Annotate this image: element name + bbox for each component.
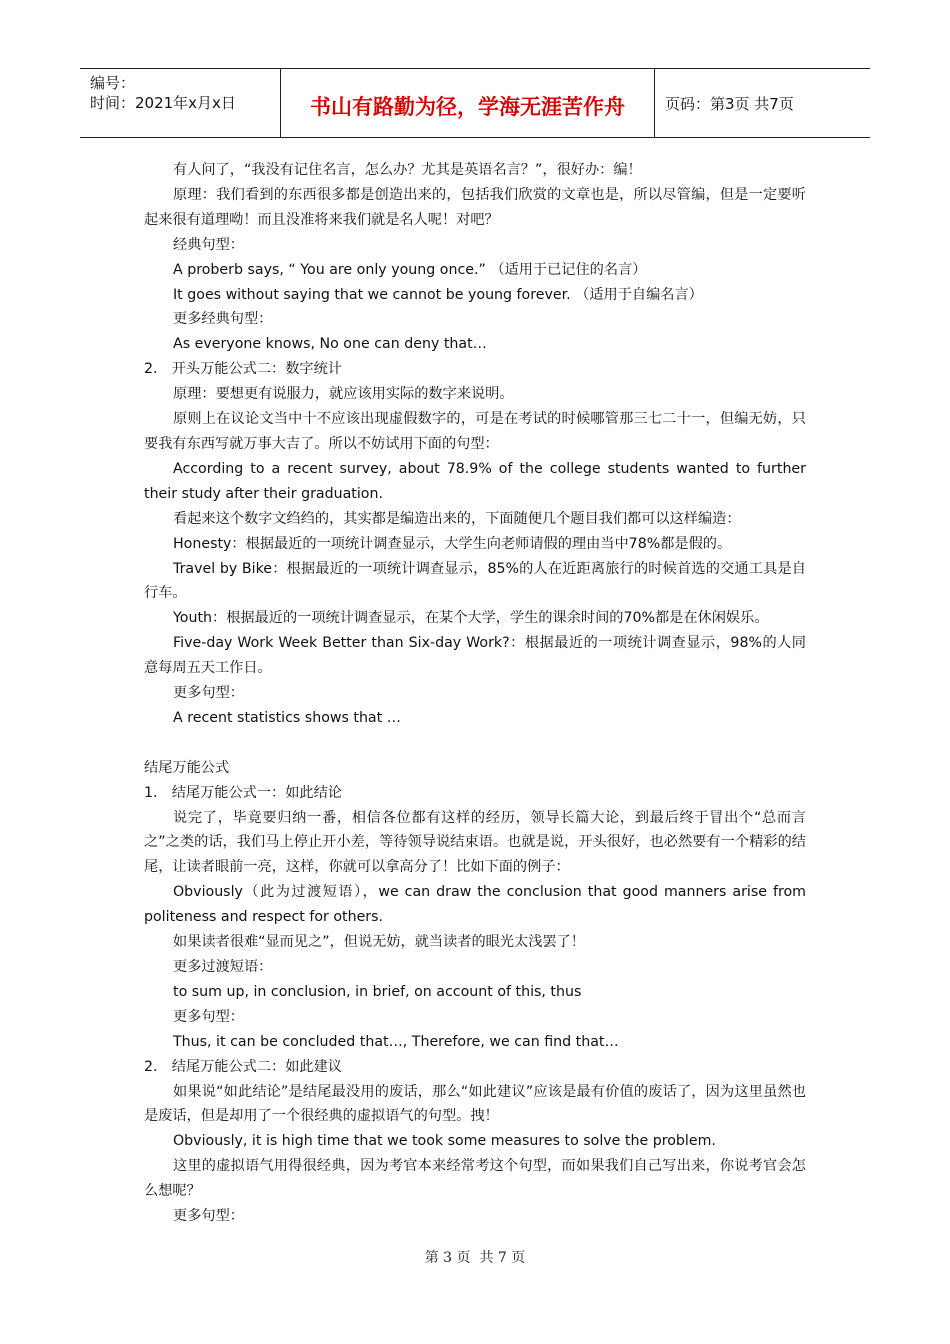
paragraph: Thus, it can be concluded that…, Therefore, we can find that… <box>173 1033 619 1050</box>
paragraph: Obviously（此为过渡短语），we can draw the conclusion that good manners arise from politeness and respect for others. <box>144 884 806 926</box>
paragraph: 说完了，毕竟要归纳一番，相信各位都有这样的经历，领导长篇大论，到最后终于冒出个“总而言之”之类的话，我们马上停止开小差，等待领导说结束语。也就是说，开头很好，也必然要有一个精彩的结尾，让读者眼前一亮，这样，你就可以拿高分了！比如下面的例子： <box>144 809 806 876</box>
paragraph: 原则上在议论文当中十不应该出现虚假数字的，可是在考试的时候哪管那三七二十一，但编无妨，只要我有东西写就万事大吉了。所以不妨试用下面的句型： <box>144 411 806 452</box>
paragraph: Youth：根据最近的一项统计调查显示，在某个大学，学生的课余时间的70%都是在休闲娱乐。 <box>173 610 769 627</box>
header-page-cell <box>655 69 870 137</box>
paragraph: 更多句型： <box>173 685 244 702</box>
document-body <box>144 158 806 1229</box>
section-heading: 2． 开头万能公式二：数字统计 <box>144 361 342 378</box>
paragraph: 原理：我们看到的东西很多都是创造出来的，包括我们欣赏的文章也是，所以尽管编，但是一定要听起来很有道理呦！而且没准将来我们就是名人呢！对吧？ <box>144 186 806 228</box>
section-heading: 1． 结尾万能公式一：如此结论 <box>144 784 342 801</box>
paragraph: 经典句型： <box>173 236 244 253</box>
paragraph: Honesty：根据最近的一项统计调查显示，大学生向老师请假的理由当中78%都是假的。 <box>173 535 732 552</box>
paragraph: A proberb says, “ You are only young once.” （适用于已记住的名言） <box>173 261 647 278</box>
page-footer: 第 3 页 共 7 页 <box>424 1250 526 1266</box>
blank-line <box>144 731 806 756</box>
page-header <box>80 68 870 138</box>
document-date: 时间：2021年x月x日 <box>90 94 236 112</box>
header-meta-cell <box>80 69 281 137</box>
paragraph: 更多经典句型： <box>173 311 273 328</box>
paragraph: Travel by Bike：根据最近的一项统计调查显示，85%的人在近距离旅行的时候首选的交通工具是自行车。 <box>144 560 806 602</box>
paragraph: 看起来这个数字文绉绉的，其实都是编造出来的，下面随便几个题目我们都可以这样编造： <box>173 510 741 527</box>
header-motto: 书山有路勤为径，学海无涯苦作舟 <box>310 95 625 119</box>
header-page-number: 页码：第3页 共7页 <box>665 95 794 113</box>
paragraph: A recent statistics shows that … <box>173 709 401 726</box>
paragraph: 更多句型： <box>173 1208 244 1225</box>
paragraph: 原理：要想更有说服力，就应该用实际的数字来说明。 <box>173 386 514 403</box>
paragraph: According to a recent survey, about 78.9% of the college students wanted to further their study after their graduation. <box>144 460 806 502</box>
header-motto-cell <box>281 69 655 137</box>
document-code-label: 编号： <box>90 74 136 92</box>
paragraph: 有人问了，“我没有记住名言，怎么办？尤其是英语名言？”，很好办：编！ <box>173 162 642 178</box>
section-heading: 2． 结尾万能公式二：如此建议 <box>144 1058 342 1075</box>
paragraph: Five-day Work Week Better than Six-day Work?：根据最近的一项统计调查显示，98%的人同意每周五天工作日。 <box>144 635 806 677</box>
paragraph: 更多句型： <box>173 1008 244 1025</box>
paragraph: As everyone knows, No one can deny that… <box>173 336 487 353</box>
section-heading: 结尾万能公式 <box>144 759 230 776</box>
paragraph: 如果读者很难“显而见之”，但说无妨，就当读者的眼光太浅罢了！ <box>173 934 585 951</box>
paragraph: It goes without saying that we cannot be young forever. （适用于自编名言） <box>173 286 703 303</box>
paragraph: 如果说“如此结论”是结尾最没用的废话，那么“如此建议”应该是最有价值的废话了，因为这里虽然也是废话，但是却用了一个很经典的虚拟语气的句型。拽！ <box>144 1083 806 1125</box>
paragraph: 更多过渡短语： <box>173 958 273 975</box>
paragraph: 这里的虚拟语气用得很经典，因为考官本来经常考这个句型，而如果我们自己写出来，你说考官会怎么想呢？ <box>144 1158 806 1200</box>
paragraph: Obviously, it is high time that we took some measures to solve the problem. <box>173 1133 716 1150</box>
paragraph: to sum up, in conclusion, in brief, on account of this, thus <box>173 983 582 1000</box>
